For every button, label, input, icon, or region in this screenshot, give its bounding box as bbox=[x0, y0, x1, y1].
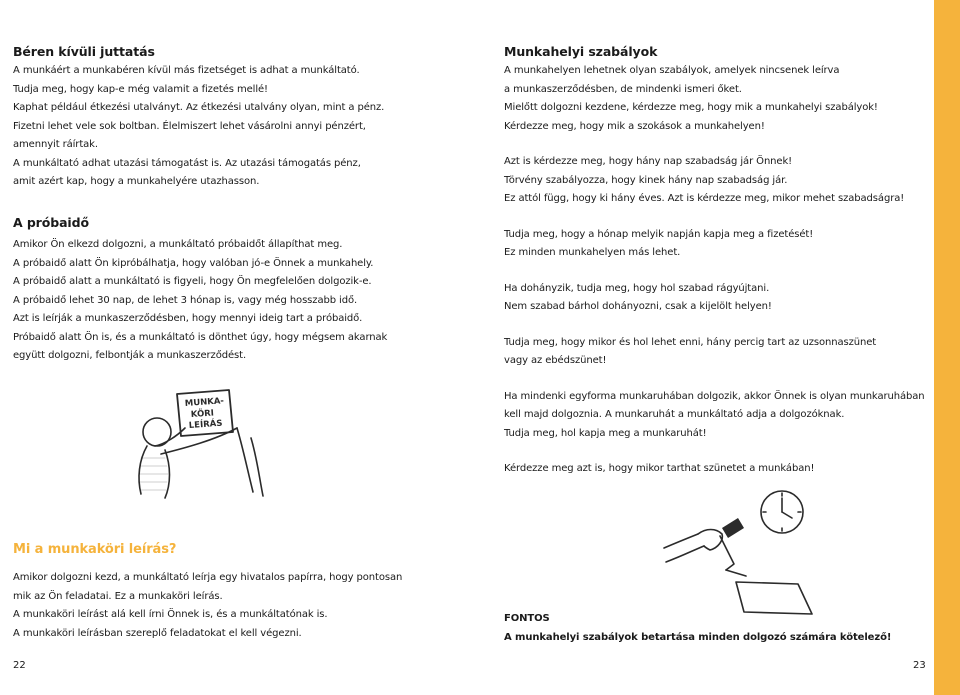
text-line: mik az Ön feladatai. Ez a munkaköri leírás. bbox=[13, 590, 223, 602]
text-line: együtt dolgozni, felbontják a munkaszerződést. bbox=[13, 350, 247, 361]
sign-text-line: KÖRI bbox=[190, 408, 215, 420]
text-line: Próbaidő alatt Ön is, és a munkáltató is dönthet úgy, hogy mégsem akarnak bbox=[13, 331, 388, 343]
text-line: Tudja meg, hol kapja meg a munkaruhát! bbox=[504, 427, 707, 439]
text-line: A próbaidő alatt a munkáltató is figyeli, hogy Ön megfelelően dolgozik-e. bbox=[13, 276, 372, 287]
left-section-allowances bbox=[13, 43, 453, 192]
text-line: Törvény szabályozza, hogy kinek hány nap szabadság jár. bbox=[504, 174, 788, 186]
right-section-workplace-rules bbox=[504, 43, 924, 479]
text-line: A munkáért a munkabéren kívül más fizetséget is adhat a munkáltató. bbox=[13, 65, 360, 76]
section-heading: Munkahelyi szabályok bbox=[504, 44, 658, 59]
person-holding-sign-illustration bbox=[125, 388, 275, 506]
text-line: Kérdezze meg, hogy mik a szokások a munkahelyen! bbox=[504, 120, 765, 132]
text-line: Azt is kérdezze meg, hogy hány nap szabadság jár Önnek! bbox=[504, 156, 793, 167]
text-line: Ha dohányzik, tudja meg, hogy hol szabad rágyújtani. bbox=[504, 282, 770, 294]
text-line: Nem szabad bárhol dohányozni, csak a kijelölt helyen! bbox=[504, 301, 772, 312]
paragraph bbox=[504, 280, 924, 317]
important-text: A munkahelyi szabályok betartása minden dolgozó számára kötelező! bbox=[504, 631, 892, 643]
paragraph bbox=[504, 388, 924, 444]
text-line: Ez attól függ, hogy ki hány éves. Azt is kérdezze meg, mikor mehet szabadságra! bbox=[504, 193, 905, 204]
text-line: a munkaszerződésben, de mindenki ismeri őket. bbox=[504, 83, 742, 95]
text-line: A munkaköri leírásban szereplő feladatokat el kell végezni. bbox=[13, 627, 302, 639]
text-line: Ez minden munkahelyen más lehet. bbox=[504, 247, 681, 258]
text-line: kell majd dolgoznia. A munkaruhát a munkáltató adja a dolgozóknak. bbox=[504, 409, 845, 420]
text-line: Tudja meg, hogy mikor és hol lehet enni, hány percig tart az uzsonnaszünet bbox=[504, 336, 877, 348]
text-line: amennyit ráírtak. bbox=[13, 139, 98, 150]
left-section-job-description bbox=[13, 541, 453, 643]
text-line: Ha mindenki egyforma munkaruhában dolgozik, akkor Önnek is olyan munkaruhában bbox=[504, 390, 925, 402]
sign-text-line: LEÍRÁS bbox=[188, 418, 223, 431]
paragraph bbox=[13, 569, 453, 643]
text-line: vagy az ebédszünet! bbox=[504, 355, 607, 366]
paragraph bbox=[13, 62, 453, 192]
sign-text-line: MUNKA- bbox=[184, 396, 225, 409]
text-line: Fizetni lehet vele sok boltban. Élelmiszert lehet vásárolni annyi pénzért, bbox=[13, 120, 366, 132]
important-label: FONTOS bbox=[504, 613, 550, 624]
clock-and-eating-person-illustration bbox=[660, 488, 830, 620]
right-important-note bbox=[504, 610, 924, 647]
text-line: Tudja meg, hogy kap-e még valamit a fizetés mellé! bbox=[13, 83, 268, 95]
text-line: Azt is leírják a munkaszerződésben, hogy mennyi ideig tart a próbaidő. bbox=[13, 313, 363, 324]
page-number-left: 22 bbox=[13, 660, 26, 671]
text-line: A próbaidő alatt Ön kipróbálhatja, hogy valóban jó-e Önnek a munkahely. bbox=[13, 257, 374, 269]
text-line: Mielőtt dolgozni kezdene, kérdezze meg, hogy mik a munkahelyi szabályok! bbox=[504, 102, 878, 113]
text-line: A munkahelyen lehetnek olyan szabályok, amelyek nincsenek leírva bbox=[504, 65, 840, 76]
paragraph bbox=[13, 236, 453, 366]
text-line: A munkaköri leírást alá kell írni Önnek is, és a munkáltatónak is. bbox=[13, 609, 328, 620]
paragraph bbox=[504, 460, 924, 479]
text-line: Kaphat például étkezési utalványt. Az étkezési utalvány olyan, mint a pénz. bbox=[13, 102, 385, 113]
text-line: A munkáltató adhat utazási támogatást is. Az utazási támogatás pénz, bbox=[13, 157, 361, 169]
left-section-probation bbox=[13, 214, 453, 366]
page-number-right: 23 bbox=[913, 660, 926, 671]
section-heading-accent: Mi a munkaköri leírás? bbox=[13, 542, 177, 557]
paragraph bbox=[504, 334, 924, 371]
text-line: Kérdezze meg azt is, hogy mikor tarthat szünetet a munkában! bbox=[504, 463, 815, 474]
text-line: Amikor Ön elkezd dolgozni, a munkáltató próbaidőt állapíthat meg. bbox=[13, 239, 343, 250]
section-heading: Béren kívüli juttatás bbox=[13, 44, 155, 59]
paragraph bbox=[504, 153, 924, 209]
paragraph bbox=[504, 62, 924, 136]
text-line: A próbaidő lehet 30 nap, de lehet 3 hónap is, vagy még hosszabb idő. bbox=[13, 294, 358, 306]
section-heading: A próbaidő bbox=[13, 215, 89, 230]
paragraph bbox=[504, 226, 924, 263]
accent-side-bar bbox=[934, 0, 960, 695]
text-line: Amikor dolgozni kezd, a munkáltató leírja egy hivatalos papírra, hogy pontosan bbox=[13, 572, 403, 583]
text-line: amit azért kap, hogy a munkahelyére utazhasson. bbox=[13, 176, 260, 187]
text-line: Tudja meg, hogy a hónap melyik napján kapja meg a fizetését! bbox=[504, 228, 814, 240]
